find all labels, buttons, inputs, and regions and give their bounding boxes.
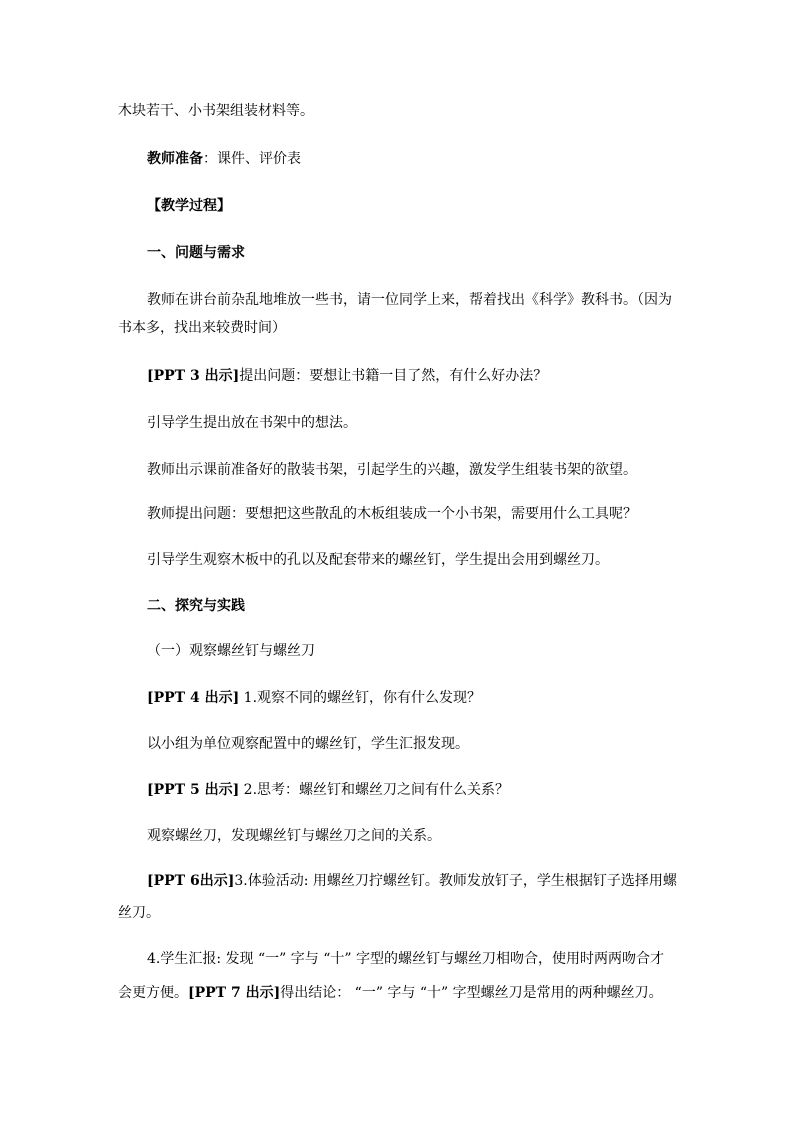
paragraph-5: 引导学生观察木板中的孔以及配套带来的螺丝钉，学生提出会用到螺丝刀。 xyxy=(147,552,609,568)
paragraph-4: 教师提出问题：要想把这些散乱的木板组装成一个小书架，需要用什么工具呢？ xyxy=(147,506,637,522)
ppt3-tag: [PPT 3 出示] xyxy=(147,368,240,384)
teacher-prep-text: ：课件、评价表 xyxy=(203,151,301,167)
paragraph-8-line-1: 4.学生汇报: 发现 “一” 字与 “十” 字型的螺丝钉与螺丝刀相吻合，使用时两两吻合才 xyxy=(147,951,664,967)
paragraph-1-line-2: 书本多，找出来较费时间） xyxy=(118,320,286,336)
ppt5-text: 2.思考：螺丝钉和螺丝刀之间有什么关系？ xyxy=(239,782,510,798)
ppt6-line-2: 丝刀。 xyxy=(118,905,160,921)
materials-line xyxy=(118,101,314,121)
paragraph-2: 引导学生提出放在书架中的想法。 xyxy=(147,415,357,431)
ppt6-text: 3.体验活动: 用螺丝刀拧螺丝钉。教师发放钉子，学生根据钉子选择用螺 xyxy=(234,873,677,889)
ppt6-tag: [PPT 6出示] xyxy=(147,873,235,889)
ppt4-tag: [PPT 4 出示] xyxy=(147,690,240,706)
paragraph-8-pre: 会更方便。 xyxy=(118,985,188,1001)
paragraph-1-line-1: 教师在讲台前杂乱地堆放一些书，请一位同学上来，帮着找出《科学》教科书。（因为 xyxy=(147,292,672,308)
paragraph-3: 教师出示课前准备好的散装书架，引起学生的兴趣，激发学生组装书架的欲望。 xyxy=(147,462,637,478)
process-heading: 【教学过程】 xyxy=(147,198,231,214)
paragraph-7: 观察螺丝刀，发现螺丝钉与螺丝刀之间的关系。 xyxy=(147,828,441,844)
paragraph-6: 以小组为单位观察配置中的螺丝钉，学生汇报发现。 xyxy=(147,736,469,752)
ppt5-tag: [PPT 5 出示] xyxy=(147,782,240,798)
paragraph-8-post: 得出结论： “一” 字与 “十” 字型螺丝刀是常用的两种螺丝刀。 xyxy=(280,985,663,1001)
section2-heading: 二、探究与实践 xyxy=(147,598,245,614)
subsection-1-heading: （一）观察螺丝钉与螺丝刀 xyxy=(147,643,315,659)
teacher-prep-label: 教师准备 xyxy=(147,151,203,167)
ppt3-text: 提出问题：要想让书籍一目了然，有什么好办法？ xyxy=(239,368,548,384)
ppt5-line xyxy=(147,780,509,800)
paragraph-8-line-2 xyxy=(118,983,663,1003)
ppt4-text: 1.观察不同的螺丝钉，你有什么发现？ xyxy=(239,690,482,706)
ppt4-line xyxy=(147,688,481,708)
ppt6-line xyxy=(147,871,677,891)
ppt3-line xyxy=(147,366,547,386)
section1-heading: 一、问题与需求 xyxy=(147,245,245,261)
ppt7-tag: [PPT 7 出示] xyxy=(188,985,281,1001)
teacher-prep-line xyxy=(147,149,301,169)
materials-text: 木块若干、小书架组装材料等。 xyxy=(118,103,314,119)
